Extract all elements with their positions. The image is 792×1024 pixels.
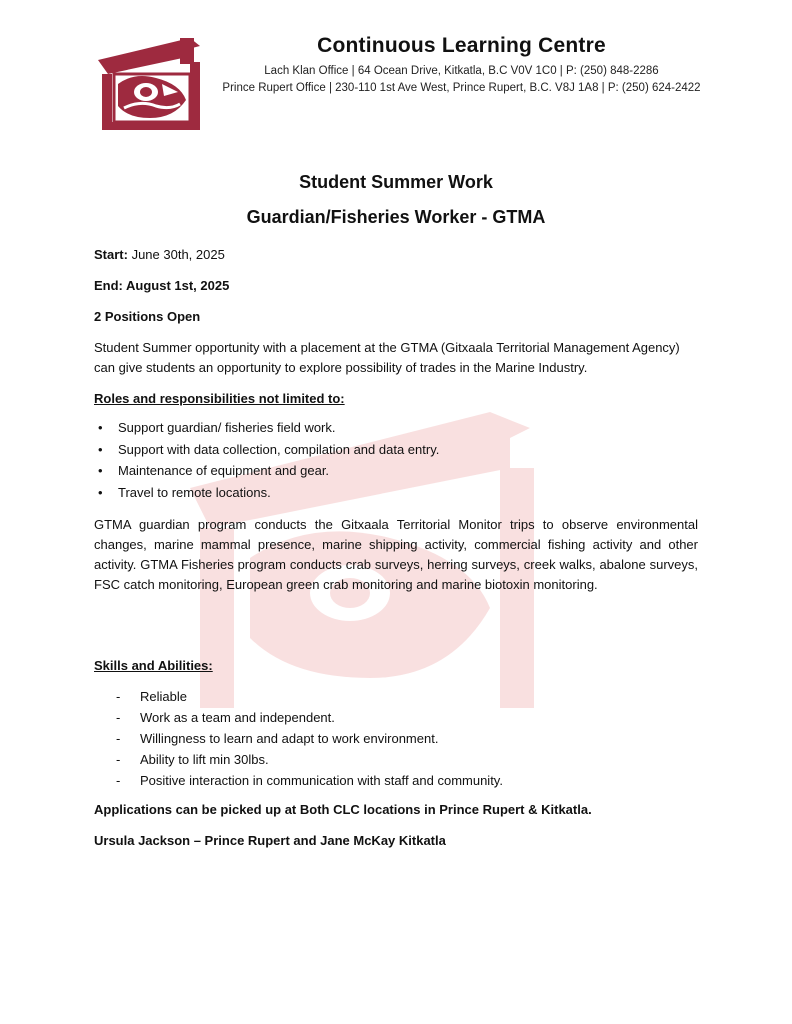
list-item: - Willingness to learn and adapt to work environment.	[94, 728, 694, 749]
list-item: - Ability to lift min 30lbs.	[94, 749, 694, 770]
list-item: • Maintenance of equipment and gear.	[94, 460, 694, 482]
list-item: - Reliable	[94, 686, 694, 707]
list-item: • Support guardian/ fisheries field work.	[94, 417, 694, 439]
org-name: Continuous Learning Centre	[317, 34, 606, 57]
office-address-prince-rupert: Prince Rupert Office | 230-110 1st Ave West, Prince Rupert, B.C. V8J 1A8 | P: (250) 624-2422	[222, 82, 701, 94]
list-item: - Positive interaction in communication with staff and community.	[94, 770, 694, 791]
job-title: Guardian/Fisheries Worker - GTMA	[246, 207, 546, 227]
list-item: • Support with data collection, compilation and data entry.	[94, 439, 694, 461]
start-date-line	[94, 247, 698, 262]
skills-heading: Skills and Abilities:	[94, 658, 213, 673]
start-value: June 30th, 2025	[131, 247, 225, 262]
end-date-line: End: August 1st, 2025	[94, 278, 230, 293]
start-label: Start:	[94, 247, 128, 262]
program-description: GTMA guardian program conducts the Gitxaala Territorial Monitor trips to observe environmental changes, marine mammal presence, marine shipping activity, commercial fishing activity and other activity. GTMA Fisheries program conducts crab surveys, herring surveys, creek walks, abalone surveys, FSC catch monitoring, European green crab monitoring and marine biotoxin monitoring.	[94, 517, 698, 592]
clc-logo	[94, 34, 204, 134]
contacts-line: Ursula Jackson – Prince Rupert and Jane McKay Kitkatla	[94, 833, 446, 848]
document-title: Student Summer Work	[299, 172, 493, 192]
positions-open: 2 Positions Open	[94, 309, 201, 324]
applications-note: Applications can be picked up at Both CLC locations in Prince Rupert & Kitkatla.	[94, 802, 592, 817]
skills-list	[94, 686, 694, 791]
list-item: - Work as a team and independent.	[94, 707, 694, 728]
roles-heading: Roles and responsibilities not limited to:	[94, 391, 345, 406]
roles-list	[94, 417, 694, 503]
office-address-kitkatla: Lach Klan Office | 64 Ocean Drive, Kitkatla, B.C V0V 1C0 | P: (250) 848-2286	[264, 65, 659, 77]
intro-paragraph: Student Summer opportunity with a placement at the GTMA (Gitxaala Territorial Management Agency) can give students an opportunity to explore possibility of trades in the Marine Industry.	[94, 340, 680, 375]
list-item: • Travel to remote locations.	[94, 482, 694, 504]
